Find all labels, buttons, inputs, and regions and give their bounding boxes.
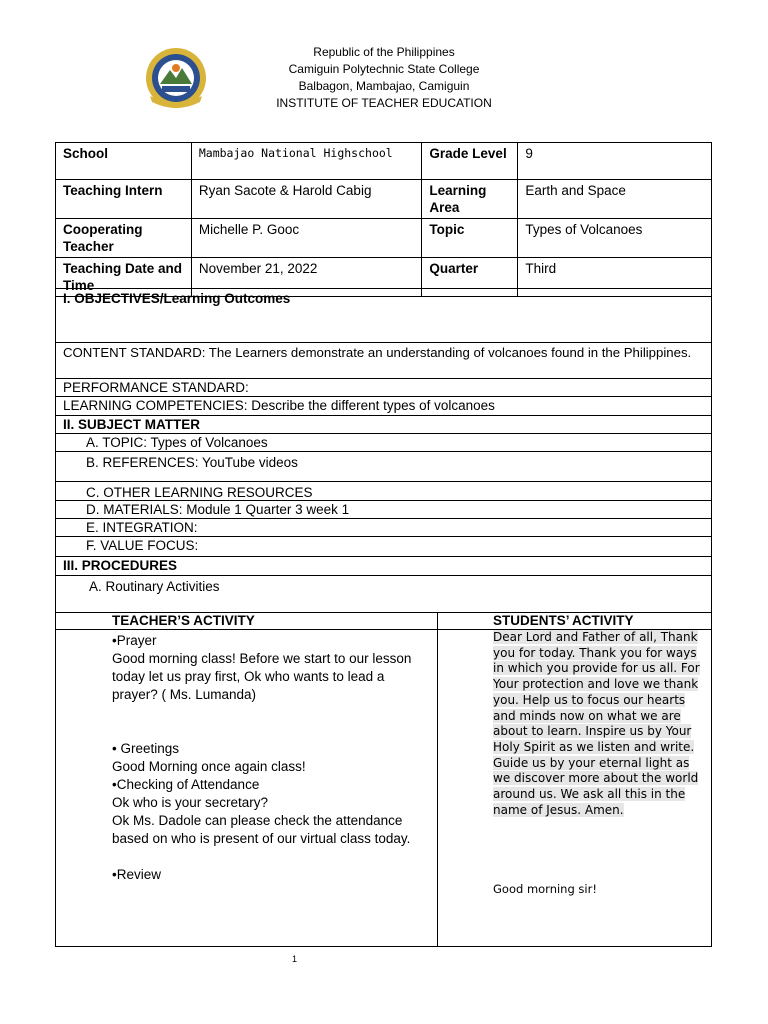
attendance-text-2: Ok Ms. Dadole can please check the attendance based on who is present of our virtual class today. xyxy=(112,813,411,846)
attendance-label: •Checking of Attendance xyxy=(112,777,260,792)
greetings-label: • Greetings xyxy=(112,741,180,756)
coop-value: Michelle P. Gooc xyxy=(191,219,422,258)
review-label: •Review xyxy=(112,867,161,882)
school-value: Mambajao National Highschool xyxy=(191,143,422,180)
coop-label: Cooperating Teacher xyxy=(56,219,192,258)
subject-matter-a: A. TOPIC: Types of Volcanoes xyxy=(55,433,712,452)
subject-matter-c: C. OTHER LEARNING RESOURCES xyxy=(55,481,712,501)
header-line-republic: Republic of the Philippines xyxy=(313,45,455,59)
prayer-text: Good morning class! Before we start to our lesson today let us pray first, Ok who wants to lead a prayer? ( Ms. Lumanda) xyxy=(112,651,412,702)
topic-label: Topic xyxy=(422,219,518,258)
subject-matter-e: E. INTEGRATION: xyxy=(55,518,712,537)
procedures-a: A. Routinary Activities xyxy=(55,575,712,613)
grade-label: Grade Level xyxy=(422,143,518,180)
prayer-label: •Prayer xyxy=(112,633,157,648)
grade-value: 9 xyxy=(518,143,712,180)
date-value: November 21, 2022 xyxy=(191,258,422,297)
student-activity-column xyxy=(493,630,708,818)
student-prayer-text: Dear Lord and Father of all, Thank you for today. Thank you for ways in which you provide for us all. For Your protection and love we thank you. Help us to focus our hearts and minds now on what we are about to learn. Inspire us by Your Holy Spirit as we listen and write. Guide us by your eternal light as we discover more about the world around us. We ask all this in the name of Jesus. Amen. xyxy=(493,630,700,817)
subject-matter-f: F. VALUE FOCUS: xyxy=(55,536,712,557)
activity-header-row xyxy=(55,612,712,630)
school-label: School xyxy=(56,143,192,180)
subject-matter-heading: II. SUBJECT MATTER xyxy=(55,415,712,434)
header-line-college: Camiguin Polytechnic State College xyxy=(288,62,480,76)
quarter-label: Quarter xyxy=(422,258,518,297)
activity-body xyxy=(55,629,712,947)
learning-competencies: LEARNING COMPETENCIES: Describe the different types of volcanoes xyxy=(55,396,712,416)
area-value: Earth and Space xyxy=(518,180,712,219)
performance-standard: PERFORMANCE STANDARD: xyxy=(55,378,712,397)
page-number: 1 xyxy=(292,954,298,964)
attendance-text-1: Ok who is your secretary? xyxy=(112,795,269,810)
subject-matter-b: B. REFERENCES: YouTube videos xyxy=(55,451,712,482)
intern-value: Ryan Sacote & Harold Cabig xyxy=(191,180,422,219)
topic-value: Types of Volcanoes xyxy=(518,219,712,258)
teacher-activity-heading: TEACHER’S ACTIVITY xyxy=(112,613,255,628)
area-label: Learning Area xyxy=(422,180,518,219)
objectives-heading: I. OBJECTIVES/Learning Outcomes xyxy=(55,288,712,343)
header-line-institute: INSTITUTE OF TEACHER EDUCATION xyxy=(276,96,492,110)
content-standard: CONTENT STANDARD: The Learners demonstrate an understanding of volcanoes found in the Philippines. xyxy=(55,342,712,379)
header-line-address: Balbagon, Mambajao, Camiguin xyxy=(298,79,470,93)
document-header xyxy=(0,44,768,112)
intern-label: Teaching Intern xyxy=(56,180,192,219)
student-greeting-reply: Good morning sir! xyxy=(493,882,597,896)
teacher-activity-column xyxy=(112,632,422,884)
student-activity-heading: STUDENTS’ ACTIVITY xyxy=(493,613,634,628)
greetings-text: Good Morning once again class! xyxy=(112,759,306,774)
subject-matter-d: D. MATERIALS: Module 1 Quarter 3 week 1 xyxy=(55,500,712,519)
quarter-value: Third xyxy=(518,258,712,297)
procedures-heading: III. PROCEDURES xyxy=(55,556,712,576)
date-label: Teaching Date and Time xyxy=(56,258,192,297)
lesson-info-table xyxy=(55,142,712,297)
